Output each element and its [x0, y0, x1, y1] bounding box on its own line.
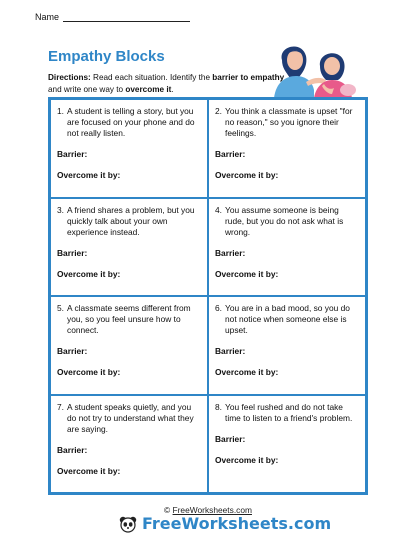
- situation-number: 6.: [215, 303, 222, 313]
- situation-block-7[interactable]: [50, 395, 208, 494]
- directions-bold-barrier: barrier to empathy: [212, 73, 285, 82]
- situation-block-8[interactable]: [208, 395, 366, 494]
- barrier-label: Barrier:: [57, 247, 88, 258]
- situation-text: You feel rushed and do not take time to listen to a friend's problem.: [225, 401, 353, 423]
- situation-text: You assume someone is being rude, but you do not ask what is wrong.: [225, 204, 344, 237]
- situation-block-3[interactable]: [50, 198, 208, 297]
- situation-number: 5.: [57, 303, 64, 313]
- overcome-label: Overcome it by:: [215, 170, 279, 180]
- barrier-label: Barrier:: [57, 444, 88, 455]
- overcome-label: Overcome it by:: [215, 268, 279, 279]
- barrier-label: Barrier:: [57, 149, 88, 159]
- situation-block-4[interactable]: [208, 198, 366, 297]
- situation-number: 1.: [57, 106, 64, 116]
- situation-number: 7.: [57, 401, 64, 412]
- overcome-label: Overcome it by:: [57, 170, 121, 180]
- situations-grid: [48, 97, 368, 495]
- directions-text-2: and write one way to: [48, 85, 126, 94]
- situation-number: 3.: [57, 204, 64, 215]
- situation-text: A student speaks quietly, and you do not try to understand what they are saying.: [67, 401, 194, 434]
- copyright-symbol: ©: [164, 505, 171, 515]
- directions-text-3: .: [171, 85, 174, 94]
- situation-text: A student is telling a story, but you are focused on your phone and do not really listen.: [67, 106, 195, 138]
- directions-label: Directions:: [48, 73, 91, 82]
- overcome-label: Overcome it by:: [215, 454, 279, 465]
- situation-block-6[interactable]: [208, 296, 366, 395]
- overcome-label: Overcome it by:: [57, 465, 121, 476]
- directions: [48, 72, 288, 96]
- situation-text: A friend shares a problem, but you quickly talk about your own experience instead.: [67, 204, 195, 237]
- overcome-label: Overcome it by:: [57, 367, 121, 377]
- situation-text: You are in a bad mood, so you do not notice when someone else is upset.: [225, 303, 350, 335]
- brand-name: FreeWorksheets.com: [142, 514, 332, 533]
- barrier-label: Barrier:: [215, 247, 246, 258]
- barrier-label: Barrier:: [215, 433, 246, 444]
- panda-icon: [118, 515, 138, 533]
- situation-number: 8.: [215, 401, 222, 412]
- situation-number: 4.: [215, 204, 222, 215]
- brand-logo[interactable]: [118, 514, 331, 533]
- barrier-label: Barrier:: [215, 346, 246, 356]
- footer-url-link[interactable]: FreeWorksheets.com: [172, 505, 252, 515]
- situation-block-1[interactable]: [50, 99, 208, 198]
- situation-block-5[interactable]: [50, 296, 208, 395]
- situation-block-2[interactable]: [208, 99, 366, 198]
- directions-text: Read each situation. Identify the: [90, 73, 213, 82]
- name-field: [35, 12, 190, 22]
- overcome-label: Overcome it by:: [215, 367, 279, 377]
- name-label: Name: [35, 12, 60, 22]
- worksheet-title: Empathy Blocks: [48, 48, 165, 65]
- two-people-comforting-illustration: [268, 38, 366, 98]
- overcome-label: Overcome it by:: [57, 268, 121, 279]
- directions-bold-overcome: overcome it: [125, 85, 172, 94]
- situation-text: You think a classmate is upset "for no reason," so you ignore their feelings.: [225, 106, 353, 138]
- name-write-line[interactable]: [63, 12, 190, 22]
- situation-text: A classmate seems different from you, so you feel unsure how to connect.: [67, 303, 191, 335]
- barrier-label: Barrier:: [57, 346, 88, 356]
- barrier-label: Barrier:: [215, 149, 246, 159]
- situation-number: 2.: [215, 106, 222, 116]
